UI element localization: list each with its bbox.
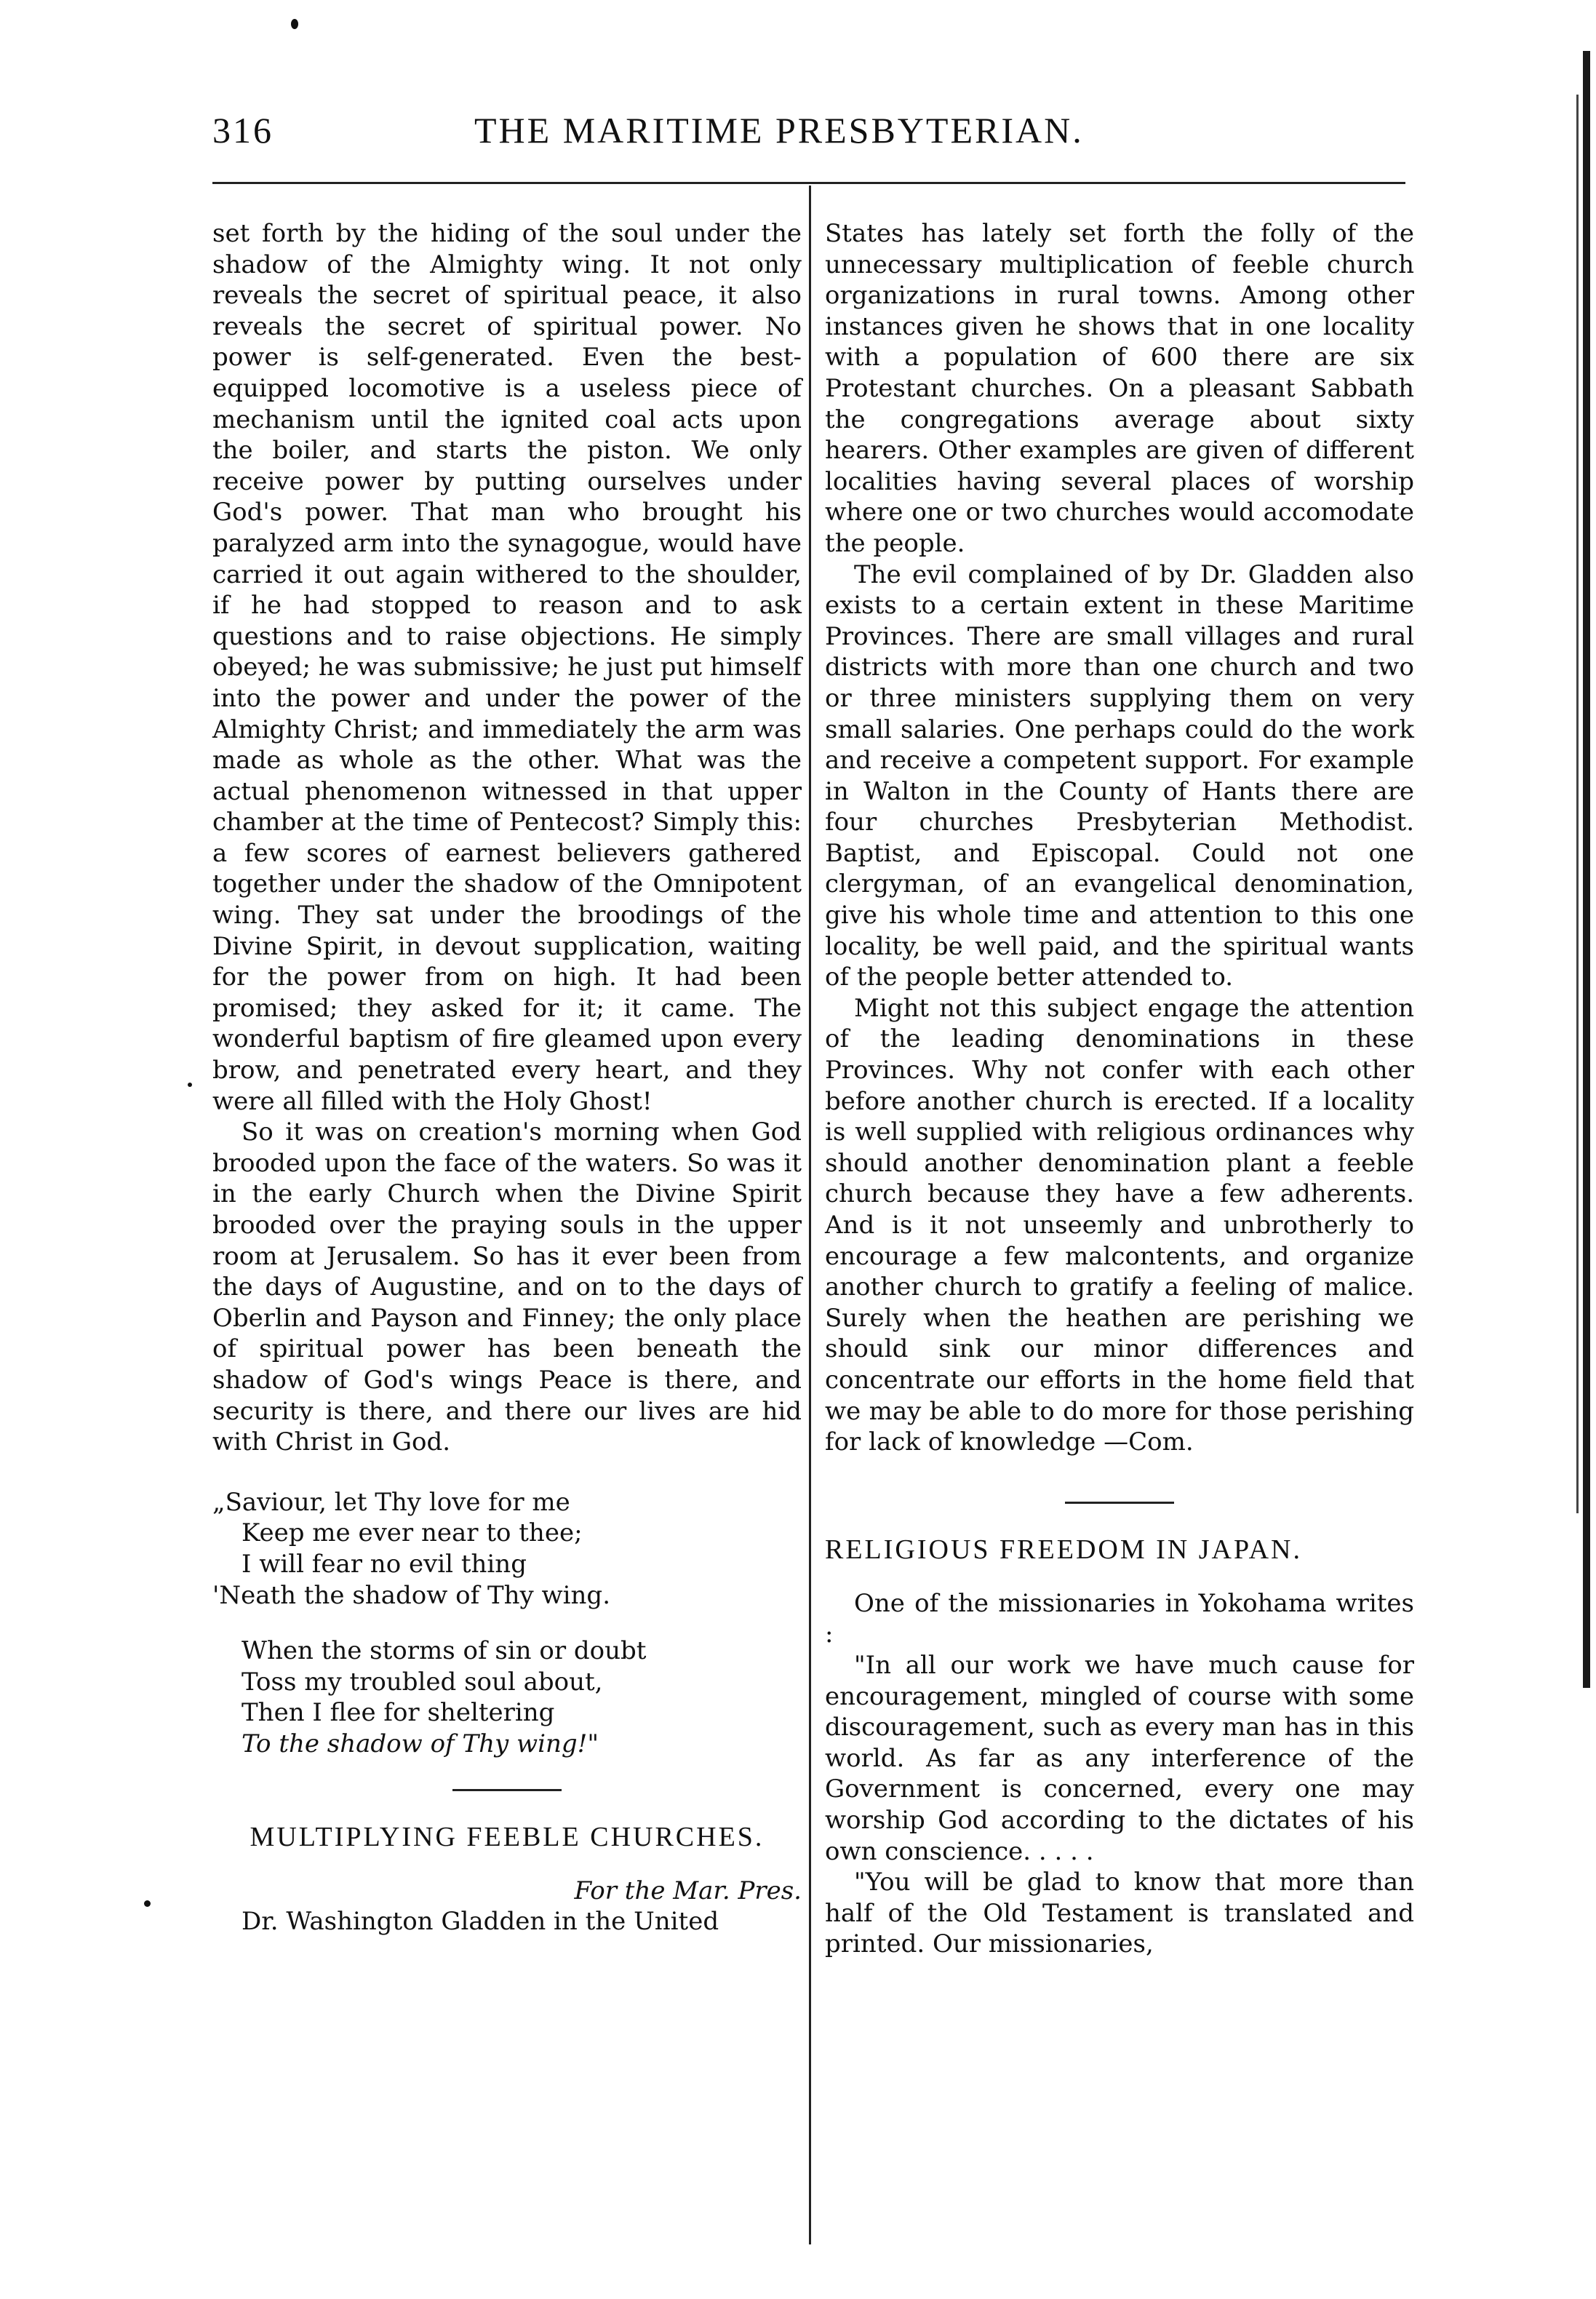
right-column: [825, 218, 1414, 1960]
article-paragraph: Dr. Washington Gladden in the United: [242, 1907, 719, 1937]
verse-line: 'Neath the shadow of Thy wing.: [212, 1580, 611, 1610]
article-paragraph: The evil complained of by Dr. Gladden also exists to a certain extent in these Maritime Provinces. There are small villages and rural districts with more than one church and two or three ministers supplying them on very small salaries. One perhaps could do the work and receive a competent support. For example in Walton in the County of Hants there are four churches Presbyterian Methodist. Baptist, and Episcopal. Could not one clergyman, of an evangelical denomination, give his whole time and attention to this one locality, be well paid, and the spiritual wants of the people better attended to.: [825, 559, 1414, 992]
verse-line: „Saviour, let Thy love for me: [212, 1487, 570, 1517]
ink-speck: [144, 1900, 151, 1907]
article-paragraph: "In all our work we have much cause for encouragement, mingled of course with some discouragement, such as every man has in this world. As far as any interference of the Government is concerned, every one may worship God according to the dictates of his own conscience. . . . .: [825, 1650, 1414, 1866]
verse-stanza: [212, 1487, 802, 1611]
section-divider: [452, 1789, 562, 1791]
section-divider: [1065, 1502, 1174, 1504]
section-title: RELIGIOUS FREEDOM IN JAPAN.: [825, 1534, 1302, 1565]
page-header: [212, 109, 1405, 167]
byline: For the Mar. Pres.: [574, 1876, 802, 1905]
page-number: 316: [212, 110, 274, 151]
page-edge-line: [1576, 95, 1579, 1513]
article-paragraph: So it was on creation's morning when God brooded upon the face of the waters. So was it in the early Church when the Divine Spirit brooded over the praying souls in the upper room at Jerusalem. So has it ever been from the days of Augustine, and on to the days of Oberlin and Payson and Finney; the only place of spiritual power has been beneath the shadow of God's wings Peace is there, and security is there, and there our lives are hid with Christ in God.: [212, 1117, 802, 1457]
verse-line: Then I flee for sheltering: [242, 1698, 555, 1728]
verse-line: I will fear no evil thing: [242, 1549, 527, 1579]
verse-line: To the shadow of Thy wing!": [242, 1729, 599, 1758]
column-divider: [809, 186, 811, 2244]
verse-stanza: [212, 1635, 802, 1759]
ink-speck: [291, 19, 298, 29]
hymn-verse: [212, 1487, 802, 1760]
article-paragraph: "You will be glad to know that more than half of the Old Testament is translated and printed. Our missionaries,: [825, 1868, 1414, 1959]
header-rule: [212, 182, 1405, 184]
section-title: MULTIPLYING FEEBLE CHURCHES.: [250, 1821, 765, 1852]
page-edge-shadow: [1583, 51, 1590, 1688]
verse-line: Toss my troubled soul about,: [242, 1667, 603, 1697]
left-column: [212, 218, 802, 1937]
article-paragraph: Might not this subject engage the attention of the leading denominations in these Provinces. Why not confer with each other before another church is erected. If a locality is well supplied with religious ordinances why should another denomination plant a feeble church because they have a few adherents. And is it not unseemly and unbrotherly to encourage a few malcontents, and organize another church to gratify a feeling of malice. Surely when the heathen are perishing we should sink our minor differences and concentrate our efforts in the home field that we may be able to do more for those perishing for lack of knowledge —Com.: [825, 993, 1414, 1457]
verse-line: Keep me ever near to thee;: [242, 1518, 583, 1548]
article-paragraph: One of the missionaries in Yokohama writes :: [825, 1588, 1414, 1649]
verse-line: When the storms of sin or doubt: [242, 1636, 647, 1666]
article-paragraph: States has lately set forth the folly of the unnecessary multiplication of feeble church organizations in rural towns. Among other instances given he shows that in one locality with a population of 600 there are six Protestant churches. On a pleasant Sabbath the congregations average about sixty hearers. Other examples are given of different localities having several places of worship where one or two churches would accomodate the people.: [825, 219, 1414, 558]
ink-speck: [188, 1083, 192, 1087]
article-paragraph: set forth by the hiding of the soul under the shadow of the Almighty wing. It not only reveals the secret of spiritual peace, it also reveals the secret of spiritual power. No power is self-generated. Even the best-equipped locomotive is a useless piece of mechanism until the ignited coal acts upon the boiler, and starts the piston. We only receive power by putting ourselves under God's power. That man who brought his paralyzed arm into the synagogue, would have carried it out again withered to the shoulder, if he had stopped to reason and to ask questions and to raise objections. He simply obeyed; he was submissive; he just put himself into the power and under the power of the Almighty Christ; and immediately the arm was made as whole as the other. What was the actual phenomenon witnessed in that upper chamber at the time of Pentecost? Simply this: a few scores of earnest believers gathered together under the shadow of the Omnipotent wing. They sat under the broodings of the Divine Spirit, in devout supplication, waiting for the power from on high. It had been promised; they asked for it; it came. The wonderful baptism of fire gleamed upon every brow, and penetrated every heart, and they were all filled with the Holy Ghost!: [212, 219, 802, 1116]
publication-title: THE MARITIME PRESBYTERIAN.: [474, 110, 1084, 151]
